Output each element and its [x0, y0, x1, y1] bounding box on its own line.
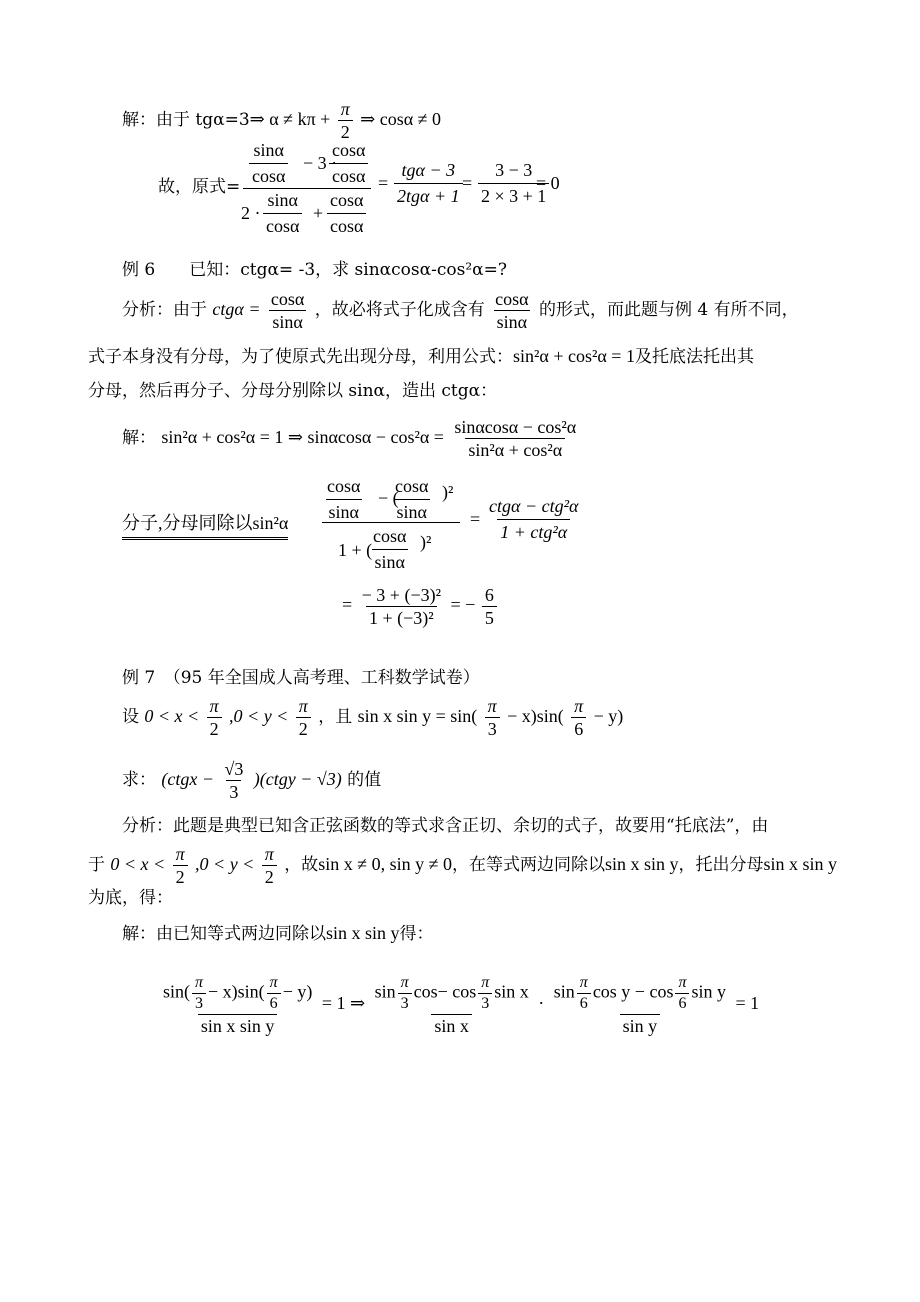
math: sin x sin y	[326, 923, 400, 943]
text: ，在等式两边同除以	[451, 855, 605, 875]
denominator: 3	[485, 717, 500, 738]
dot: ·	[538, 993, 545, 1014]
fraction-sqrt3-3	[221, 760, 246, 801]
numerator: π	[175, 844, 185, 864]
denominator: sinα	[494, 310, 530, 331]
numerator: cosα	[330, 190, 364, 210]
frac	[368, 526, 411, 573]
denominator: 2	[207, 717, 222, 738]
denominator: 6	[577, 993, 591, 1012]
solution-7	[122, 924, 434, 943]
original-expression-label: 故，原式=	[158, 177, 241, 197]
text: sin x	[494, 981, 529, 1002]
numerator: cosα	[332, 140, 366, 160]
solution-line-1	[122, 100, 441, 141]
numerator: sinα	[267, 190, 298, 210]
fraction	[451, 418, 579, 459]
text: 的值	[347, 770, 382, 790]
math: − x)sin(	[507, 706, 564, 726]
fraction-pi-2	[207, 697, 222, 738]
text: 得：	[399, 924, 434, 944]
math: 0 < x <	[144, 706, 200, 726]
text: cos y − cos	[592, 981, 674, 1002]
math: sin x sin y = sin(	[357, 706, 478, 726]
denominator: 3	[398, 993, 412, 1012]
paren-square: )²	[442, 482, 454, 502]
denominator: 3	[478, 993, 492, 1012]
numerator: π	[579, 974, 588, 991]
divide-compound-fraction	[318, 474, 468, 574]
two-dot: 2 ·	[241, 203, 261, 223]
math: sin x ≠ 0, sin y ≠ 0	[318, 854, 452, 874]
analysis-6-line-1	[122, 290, 799, 331]
fraction-pi-2	[173, 845, 188, 886]
numerator: π	[269, 974, 278, 991]
denominator: cosα	[263, 213, 302, 237]
fraction-cos-sin	[492, 290, 531, 331]
text: 解：由于 tgα=3	[122, 110, 250, 130]
fraction-six-fifths	[482, 586, 497, 627]
fraction-pi-over-2	[338, 100, 353, 141]
equals: =	[462, 173, 473, 193]
numerator: π	[209, 696, 219, 716]
text: ，故	[284, 855, 319, 875]
fraction-pi-6	[571, 697, 586, 738]
denominator: 6	[571, 717, 586, 738]
equals: =	[470, 509, 481, 529]
analysis-7-line-3: 为底，得：	[88, 888, 173, 908]
text: ，且	[318, 707, 353, 727]
text: sin y	[691, 981, 726, 1002]
analysis-6-line-2	[88, 347, 754, 366]
denominator: 2 × 3 + 1	[478, 183, 549, 207]
denominator: 3	[192, 993, 206, 1012]
text: 设	[122, 707, 139, 727]
denominator: 1 + ctg²α	[497, 519, 570, 543]
text: cos− cos	[413, 981, 477, 1002]
analysis-7-line-1: 分析：此题是典型已知含正弦函数的等式求含正切、余切的式子，故要用“托底法”，由	[122, 816, 769, 836]
text: 解：由已知等式两边同除以	[122, 924, 326, 944]
denominator: 2	[338, 120, 353, 141]
frac-cos-cos-2	[325, 190, 368, 237]
math: 0 < x <	[110, 854, 166, 874]
numerator: √3	[224, 759, 244, 779]
fraction-pi-2	[296, 697, 311, 738]
minus-three: − 3 ·	[303, 153, 338, 173]
denominator: sin²α + cos²α	[465, 438, 565, 459]
math: (ctgx −	[161, 769, 215, 789]
paren-square: )²	[420, 532, 432, 552]
equals: =	[342, 594, 353, 615]
analysis-7-line-2	[88, 845, 837, 886]
divide-label: 分子,分母同除以sin²α	[122, 509, 288, 540]
denominator: cosα	[327, 213, 366, 237]
denominator: 5	[482, 606, 497, 627]
final-equation	[158, 975, 759, 1035]
math: ctgα =	[212, 299, 261, 319]
numerator: π	[574, 696, 584, 716]
find-line	[122, 760, 381, 801]
denominator: 2	[262, 865, 277, 886]
numerator: ctgα − ctg²α	[489, 496, 579, 516]
denominator: 2	[296, 717, 311, 738]
frac-cos-cos-1	[327, 140, 370, 187]
math: sin²α + cos²α = 1	[513, 346, 635, 366]
numerator: cosα	[373, 526, 407, 546]
numerator: tgα − 3	[401, 160, 456, 180]
math: − y)	[593, 706, 624, 726]
fraction	[359, 586, 444, 627]
text: 及托底法托出其	[634, 347, 754, 367]
denominator: cosα	[249, 163, 288, 187]
fraction-pi-2	[262, 845, 277, 886]
frac-sin-cos-2	[261, 190, 304, 237]
numerator: π	[481, 974, 490, 991]
text: 分析：由于	[122, 300, 207, 320]
frac-sin-cos-1	[247, 140, 290, 187]
text: 的形式，而此题与例 4 有所不同，	[539, 300, 799, 320]
denominator: 6	[675, 993, 689, 1012]
equals-one: = 1	[735, 993, 760, 1014]
fraction-right	[551, 975, 729, 1035]
fraction-middle	[372, 975, 532, 1035]
text: 求：	[122, 770, 156, 790]
fraction-left	[160, 975, 315, 1035]
condition-line	[122, 697, 623, 738]
frac-ctg	[484, 496, 583, 543]
text: sin	[374, 981, 396, 1002]
example-7-title: 例 7 （95 年全国成人高考理、工科数学试卷）	[122, 668, 480, 688]
math: sin²α + cos²α = 1 ⇒ sinαcosα − cos²α =	[161, 427, 444, 447]
numerator: π	[195, 974, 204, 991]
math: ,0 < y <	[229, 706, 289, 726]
text: 解：	[122, 428, 156, 448]
denominator: sin x	[431, 1014, 472, 1035]
text: − x)sin(	[208, 981, 265, 1002]
denominator: cosα	[329, 163, 368, 187]
fraction-bar	[322, 522, 460, 523]
example-6-title: 例 6 已知：ctgα= -3，求 sinαcosα-cos²α=?	[122, 260, 507, 280]
numerator: 6	[484, 585, 494, 605]
text: 式子本身没有分母，为了使原式先出现分母，利用公式：	[88, 347, 513, 367]
math: ⇒ α ≠ kπ +	[249, 109, 331, 129]
frac	[322, 476, 365, 523]
numerator: 3 − 3	[495, 160, 533, 180]
numerator: cosα	[495, 289, 529, 309]
analysis-6-line-3: 分母，然后再分子、分母分别除以 sinα，造出 ctgα：	[88, 381, 498, 401]
denominator: sin x sin y	[198, 1014, 278, 1035]
compound-fraction	[235, 140, 375, 236]
math: ⇒ cosα ≠ 0	[360, 109, 442, 129]
text: sin	[553, 981, 575, 1002]
text: 于	[88, 855, 105, 875]
math: sin x sin y	[763, 854, 837, 874]
numerator: − 3 + (−3)²	[361, 585, 441, 605]
frac-tg	[392, 160, 465, 207]
math: sin x sin y	[604, 854, 679, 874]
implies: = 1 ⇒	[321, 993, 366, 1014]
fraction-cos-sin	[268, 290, 307, 331]
numerator: π	[340, 99, 350, 119]
one-plus: 1 + (	[338, 540, 373, 560]
numerator: π	[298, 696, 308, 716]
numerator: π	[264, 844, 274, 864]
denominator: sinα	[326, 499, 362, 523]
numerator: cosα	[270, 289, 305, 309]
denominator: 6	[267, 993, 281, 1012]
numerator: π	[400, 974, 409, 991]
text: sin(	[163, 981, 190, 1002]
denominator: 2tgα + 1	[394, 183, 463, 207]
denominator: 1 + (−3)²	[366, 606, 437, 627]
minus-paren: − (	[378, 488, 399, 508]
math: )(ctgy − √3)	[253, 769, 342, 789]
numerator: sinαcosα − cos²α	[454, 417, 577, 437]
solution-6	[122, 418, 581, 459]
text: − y)	[282, 981, 313, 1002]
math: ,0 < y <	[195, 854, 255, 874]
fraction-pi-3	[485, 697, 500, 738]
text: ，托出分母	[678, 855, 764, 875]
numerator: cosα	[327, 476, 361, 496]
numerator: π	[678, 974, 687, 991]
numerator: cosα	[395, 476, 429, 496]
frac	[390, 476, 433, 523]
denominator: sinα	[269, 310, 305, 331]
result: = 0	[536, 173, 560, 193]
result-line	[342, 586, 499, 627]
denominator: sinα	[372, 549, 408, 573]
equals: =	[378, 173, 389, 193]
denominator: sinα	[394, 499, 430, 523]
text: ，故必将式子化成含有	[314, 300, 485, 320]
denominator: 3	[226, 780, 241, 801]
plus: +	[313, 203, 324, 223]
main-fraction-bar	[243, 188, 371, 189]
equals-minus: = −	[450, 594, 476, 615]
numerator: π	[487, 696, 497, 716]
numerator: sinα	[253, 140, 284, 160]
denominator: 2	[173, 865, 188, 886]
denominator: sin y	[620, 1014, 661, 1035]
